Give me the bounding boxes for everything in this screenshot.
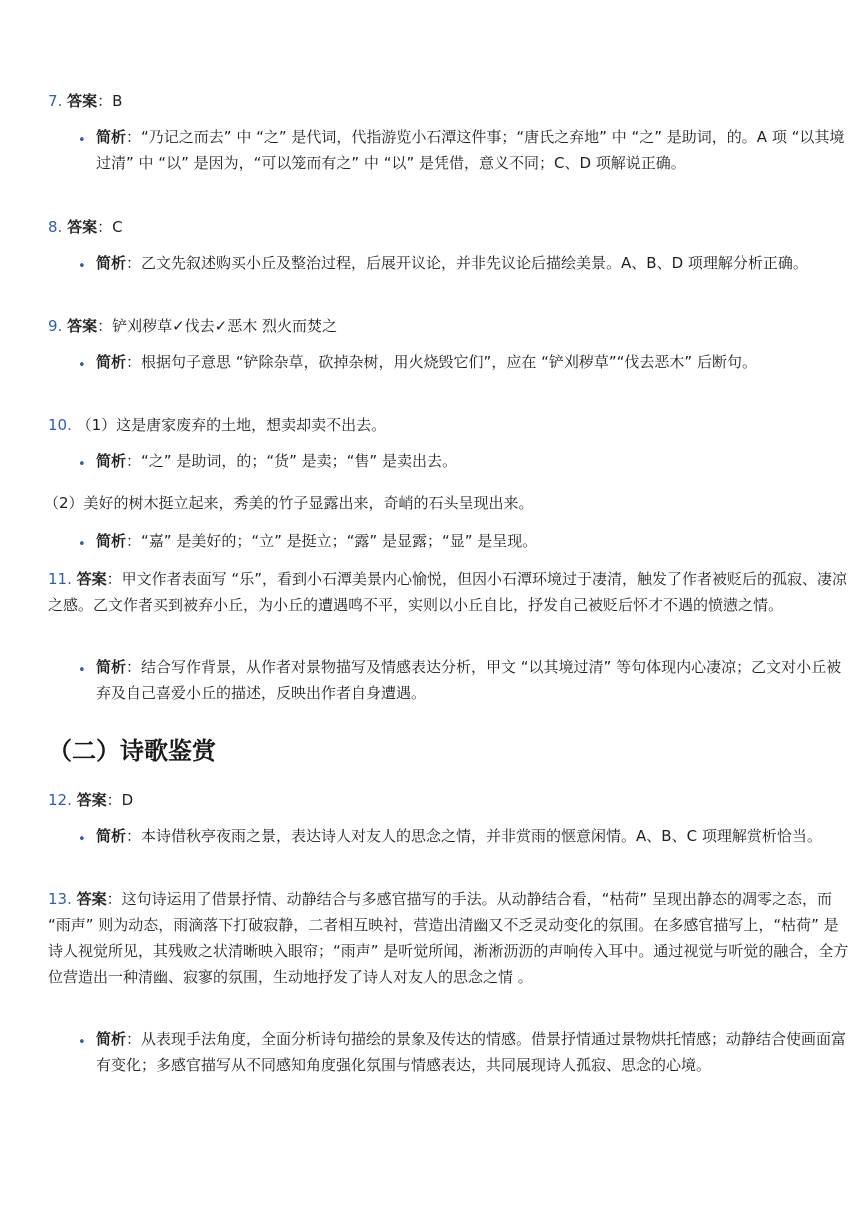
answer-label: 答案 (76, 890, 107, 908)
question-number: 8. (48, 218, 63, 236)
analysis-10-1 (96, 448, 853, 474)
analysis-12 (96, 823, 853, 849)
analysis-text: ：“乃记之而去” 中 “之” 是代词，代指游览小石潭这件事；“唐氏之弃地” 中 “之” 是助词，的。A 项 “以其境过清” 中 “以” 是因为，“可以笼而有之” 中 “以” 是凭借，意义不同；C、D 项解说正确。 (96, 128, 845, 172)
analysis-label: 简析 (96, 353, 127, 371)
question-number: 12. (48, 791, 72, 809)
analysis-label: 简析 (96, 1030, 127, 1048)
question-number: 13. (48, 890, 72, 908)
section-title: （二）诗歌鉴赏 (48, 737, 216, 765)
answer-13 (48, 886, 853, 990)
bullet-icon: • (78, 457, 86, 472)
analysis-label: 简析 (96, 254, 127, 272)
answer-label: 答案 (67, 218, 98, 236)
bullet-icon: • (78, 832, 86, 847)
question-number: 7. (48, 92, 63, 110)
analysis-text: ：“嘉” 是美好的；“立” 是挺立；“露” 是显露；“显” 是呈现。 (126, 532, 538, 550)
bullet-icon: • (78, 663, 86, 678)
analysis-label: 简析 (96, 128, 127, 146)
analysis-text: ：根据句子意思 “铲除杂草，砍掉杂树，用火烧毁它们”，应在 “铲刈秽草”“伐去恶木” 后断句。 (126, 353, 757, 371)
bullet-icon: • (78, 537, 86, 552)
answer-11 (48, 566, 853, 618)
analysis-11 (96, 654, 853, 706)
analysis-7 (96, 124, 853, 176)
bullet-icon: • (78, 133, 86, 148)
analysis-13 (96, 1026, 853, 1078)
bullet-icon: • (78, 1035, 86, 1050)
analysis-9 (96, 349, 853, 375)
analysis-text: ：结合写作背景，从作者对景物描写及情感表达分析，甲文 “以其境过清” 等句体现内心凄凉；乙文对小丘被弃及自己喜爱小丘的描述，反映出作者自身遭遇。 (96, 658, 842, 702)
answer-text: ：甲文作者表面写 “乐”，看到小石潭美景内心愉悦，但因小石潭环境过于凄清，触发了作者被贬后的孤寂、凄凉之感。乙文作者买到被弃小丘，为小丘的遭遇鸣不平，实则以小丘自比，抒发自己被贬后怀才不遇的愤懑之情。 (48, 570, 847, 614)
analysis-text: ：本诗借秋亭夜雨之景，表达诗人对友人的思念之情，并非赏雨的惬意闲情。A、B、C 项理解赏析恰当。 (126, 827, 822, 845)
answer-text: ：这句诗运用了借景抒情、动静结合与多感官描写的手法。从动静结合看，“枯荷” 呈现出静态的凋零之态，而 “雨声” 则为动态，雨滴落下打破寂静，二者相互映衬，营造出清幽又不乏灵动变化的氛围。在多感官描写上，“枯荷” 是诗人视觉所见，其残败之状清晰映入眼帘；“雨声” 是听觉所闻，淅淅沥沥的声响传入耳中。通过视觉与听觉的融合，全方位营造出一种清幽、寂寥的氛围，生动地抒发了诗人对友人的思念之情 。 (48, 890, 849, 986)
question-number: 11. (48, 570, 72, 588)
analysis-label: 简析 (96, 532, 127, 550)
analysis-8 (96, 250, 853, 276)
answer-10 (48, 412, 853, 438)
bullet-icon: • (78, 358, 86, 373)
analysis-label: 简析 (96, 658, 127, 676)
question-number: 9. (48, 317, 63, 335)
answer-text: ：D (106, 791, 134, 809)
analysis-text: ：从表现手法角度，全面分析诗句描绘的景象及传达的情感。借景抒情通过景物烘托情感；动静结合使画面富有变化；多感官描写从不同感知角度强化氛围与情感表达，共同展现诗人孤寂、思念的心境。 (96, 1030, 847, 1074)
answer-label: 答案 (76, 570, 107, 588)
answer-12 (48, 787, 853, 813)
answer-text: ：B (97, 92, 123, 110)
answer-9 (48, 313, 853, 339)
answer-label: 答案 (67, 92, 98, 110)
analysis-label: 简析 (96, 827, 127, 845)
answer-text: （1）这是唐家废弃的土地，想卖却卖不出去。 (76, 416, 387, 434)
bullet-icon: • (78, 259, 86, 274)
analysis-label: 简析 (96, 452, 127, 470)
analysis-10-2 (96, 528, 853, 554)
answer-10-2 (44, 490, 853, 516)
answer-text: （2）美好的树木挺立起来，秀美的竹子显露出来，奇峭的石头呈现出来。 (44, 494, 534, 512)
answer-label: 答案 (76, 791, 107, 809)
answer-7 (48, 88, 853, 114)
answer-label: 答案 (67, 317, 98, 335)
answer-8 (48, 214, 853, 240)
answer-text: ：C (97, 218, 123, 236)
answer-text: ：铲刈秽草✓伐去✓恶木 烈火而焚之 (97, 317, 338, 335)
question-number: 10. (48, 416, 72, 434)
analysis-text: ：“之” 是助词，的；“货” 是卖；“售” 是卖出去。 (126, 452, 457, 470)
analysis-text: ：乙文先叙述购买小丘及整治过程，后展开议论，并非先议论后描绘美景。A、B、D 项理解分析正确。 (126, 254, 808, 272)
